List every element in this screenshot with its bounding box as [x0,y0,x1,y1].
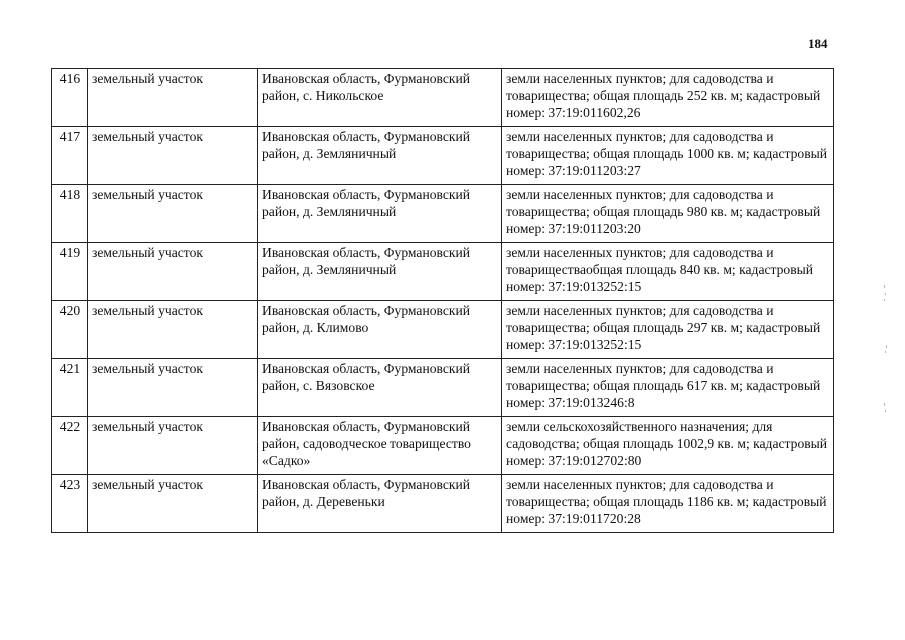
table-row [52,301,834,359]
row-number: 416 [52,69,88,127]
row-number: 422 [52,417,88,475]
table-row [52,359,834,417]
object-type: земельный участок [88,359,258,417]
object-description: земли населенных пунктов; для садоводства и товарищества; общая площадь 1186 кв. м; кадастровый номер: 37:19:011720:28 [502,475,834,533]
table-row [52,417,834,475]
table-row [52,69,834,127]
table-row [52,127,834,185]
object-description: земли населенных пунктов; для садоводства и товарищества; общая площадь 1000 кв. м; кадастровый номер: 37:19:011203:27 [502,127,834,185]
object-description: земли населенных пунктов; для садоводства и товарищества; общая площадь 297 кв. м; кадастровый номер: 37:19:013252:15 [502,301,834,359]
object-description: земли населенных пунктов; для садоводства и товариществаобщая площадь 840 кв. м; кадастровый номер: 37:19:013252:15 [502,243,834,301]
object-address: Ивановская область, Фурмановский район, д. Климово [258,301,502,359]
object-type: земельный участок [88,185,258,243]
object-address: Ивановская область, Фурмановский район, д. Земляничный [258,243,502,301]
object-description: земли сельскохозяйственного назначения; для садоводства; общая площадь 1002,9 кв. м; кадастровый номер: 37:19:012702:80 [502,417,834,475]
row-number: 423 [52,475,88,533]
table-row [52,185,834,243]
row-number: 419 [52,243,88,301]
object-type: земельный участок [88,69,258,127]
object-address: Ивановская область, Фурмановский район, с. Никольское [258,69,502,127]
object-type: земельный участок [88,127,258,185]
object-type: земельный участок [88,243,258,301]
object-type: земельный участок [88,475,258,533]
object-description: земли населенных пунктов; для садоводства и товарищества; общая площадь 252 кв. м; кадастровый номер: 37:19:011602,26 [502,69,834,127]
table-row [52,243,834,301]
page-number: 184 [808,36,828,51]
scan-artifact-marks [883,285,889,425]
object-address: Ивановская область, Фурмановский район, с. Вязовское [258,359,502,417]
object-address: Ивановская область, Фурмановский район, д. Земляничный [258,185,502,243]
row-number: 418 [52,185,88,243]
object-address: Ивановская область, Фурмановский район, д. Деревеньки [258,475,502,533]
land-plot-registry-table [51,68,834,533]
row-number: 417 [52,127,88,185]
object-type: земельный участок [88,417,258,475]
object-description: земли населенных пунктов; для садоводства и товарищества; общая площадь 617 кв. м; кадастровый номер: 37:19:013246:8 [502,359,834,417]
row-number: 420 [52,301,88,359]
object-description: земли населенных пунктов; для садоводства и товарищества; общая площадь 980 кв. м; кадастровый номер: 37:19:011203:20 [502,185,834,243]
table-row [52,475,834,533]
object-type: земельный участок [88,301,258,359]
object-address: Ивановская область, Фурмановский район, д. Земляничный [258,127,502,185]
object-address: Ивановская область, Фурмановский район, садоводческое товарищество «Садко» [258,417,502,475]
row-number: 421 [52,359,88,417]
